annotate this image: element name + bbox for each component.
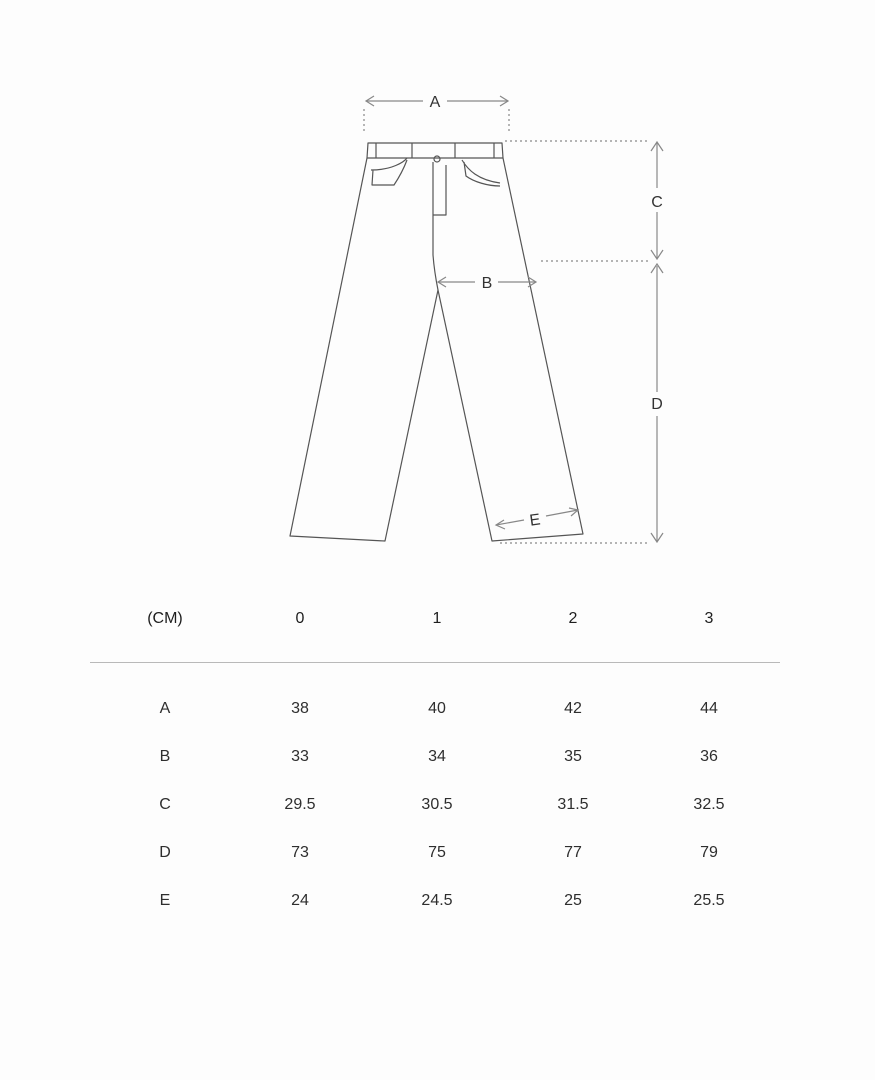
table-cell: 24.5: [421, 892, 453, 909]
table-cell: 35: [564, 748, 582, 765]
label-a: A: [429, 94, 441, 111]
table-cell: 24: [291, 892, 309, 909]
table-cell: 38: [291, 700, 309, 717]
table-row: [90, 733, 780, 781]
table-cell: 34: [428, 748, 446, 765]
table-cell: 33: [291, 748, 309, 765]
size-header: 2: [568, 610, 578, 627]
row-label: D: [159, 844, 171, 861]
row-label: E: [159, 892, 171, 909]
size-header: 1: [432, 610, 442, 627]
label-b: B: [481, 275, 493, 292]
row-label: C: [159, 796, 171, 813]
dimension-c: [505, 141, 663, 259]
row-label: B: [159, 748, 171, 765]
unit-label: (CM): [147, 610, 183, 627]
size-table: [90, 596, 780, 925]
size-header: 3: [704, 610, 714, 627]
table-header: [90, 596, 780, 642]
table-cell: 25.5: [693, 892, 725, 909]
table-cell: 29.5: [284, 796, 316, 813]
row-label: A: [159, 700, 171, 717]
table-cell: 79: [700, 844, 718, 861]
table-cell: 31.5: [557, 796, 589, 813]
table-cell: 77: [564, 844, 582, 861]
table-cell: 32.5: [693, 796, 725, 813]
table-cell: 30.5: [421, 796, 453, 813]
table-cell: 44: [700, 700, 718, 717]
table-cell: 73: [291, 844, 309, 861]
table-row: [90, 781, 780, 829]
label-d: D: [651, 396, 663, 413]
label-c: C: [651, 194, 663, 211]
table-row: [90, 829, 780, 877]
table-cell: 36: [700, 748, 718, 765]
pants-illustration: [290, 143, 583, 541]
size-header: 0: [295, 610, 305, 627]
table-cell: 75: [428, 844, 446, 861]
label-e: E: [528, 511, 542, 530]
table-cell: 25: [564, 892, 582, 909]
table-row: [90, 685, 780, 733]
table-row: [90, 877, 780, 925]
table-cell: 42: [564, 700, 582, 717]
table-divider: [90, 662, 780, 663]
dimension-d: [500, 261, 663, 543]
table-cell: 40: [428, 700, 446, 717]
